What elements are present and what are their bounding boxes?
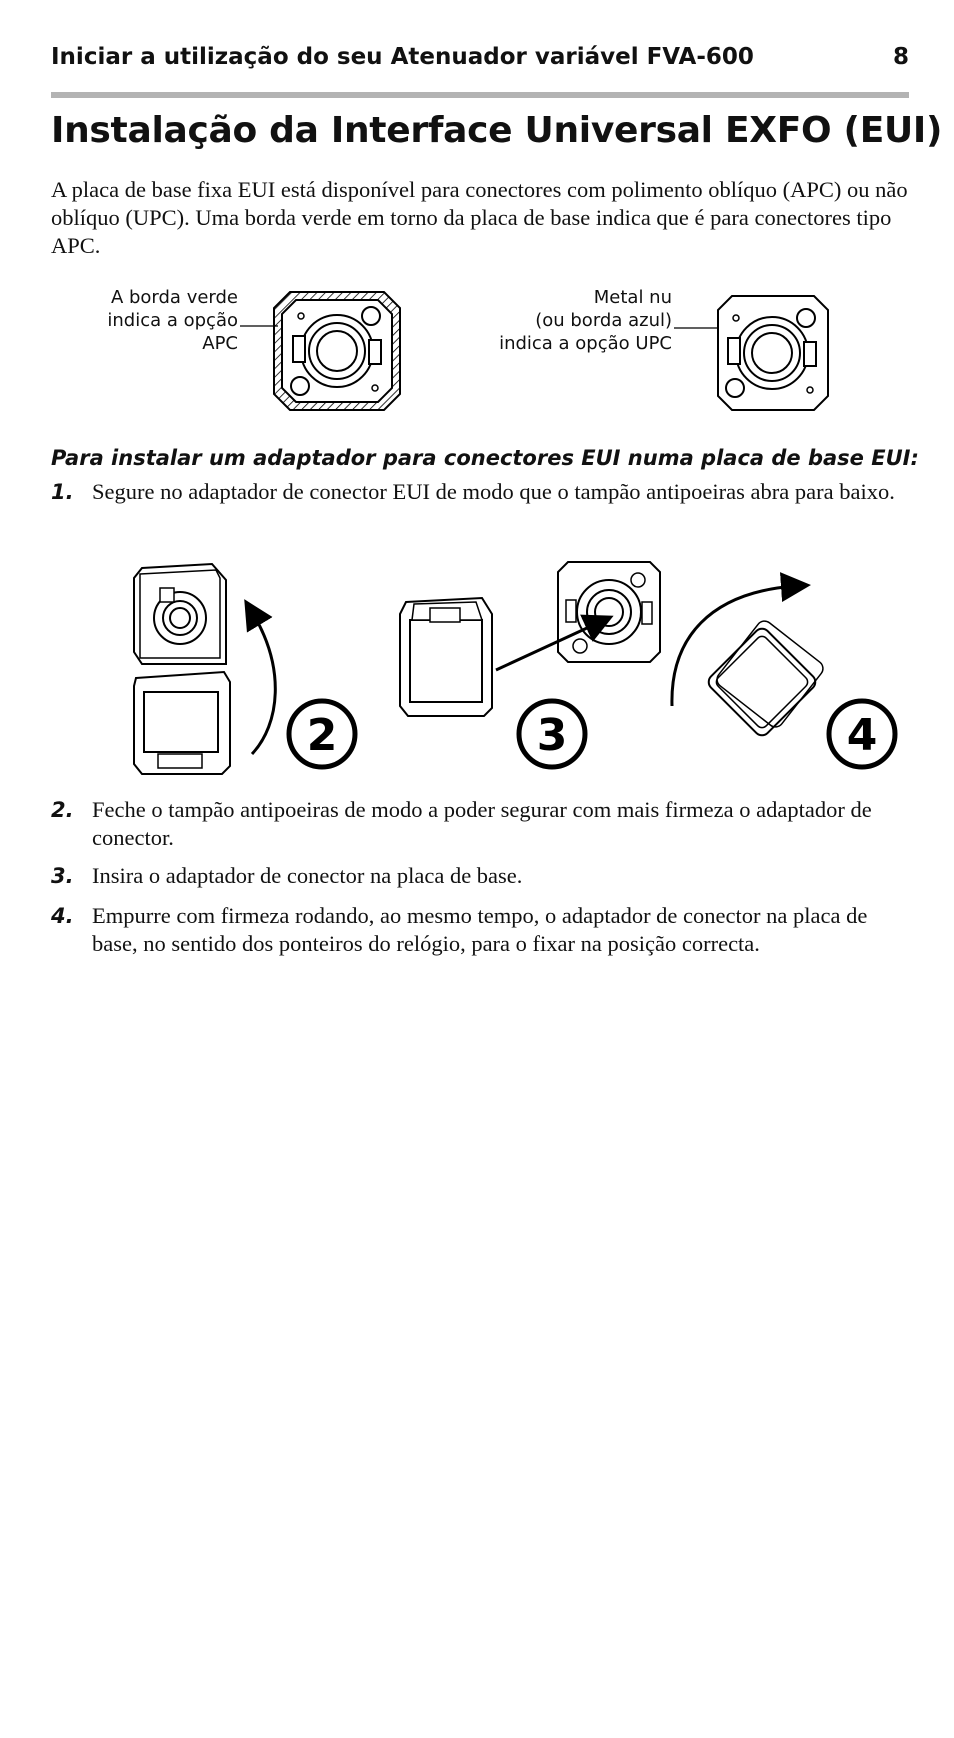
apc-baseplate-figure [238,286,402,414]
running-header [51,44,909,80]
step-number: 1. [51,480,74,504]
caption-upc-line: indica a opção UPC [499,333,672,354]
step-item [51,796,913,852]
caption-upc [472,286,672,355]
installation-steps-figure [130,558,910,780]
figure-label-4: 4 [846,710,878,761]
figure-label-3: 3 [536,710,568,761]
procedure-title: Para instalar um adaptador para conectores EUI numa placa de base EUI: [51,446,919,470]
caption-apc-line: APC [202,333,238,354]
adapter-closed-drawing [400,598,492,716]
caption-apc-line: indica a opção [107,310,238,331]
upc-baseplate-figure [672,290,834,414]
step-text: Insira o adaptador de conector na placa de base. [92,863,523,888]
step-text: Feche o tampão antipoeiras de modo a poder segurar com mais firmeza o adaptador de conector. [92,797,872,850]
step-item [51,902,913,958]
caption-upc-line: Metal nu [593,287,672,308]
step-number: 3. [51,864,74,888]
caption-apc [80,286,238,355]
header-rule [51,92,909,98]
step-item [51,478,913,506]
figure-label-2: 2 [306,710,338,761]
intro-paragraph: A placa de base fixa EUI está disponível para conectores com polimento oblíquo (APC) ou não oblíquo (UPC). Uma borda verde em torno da placa de base indica que é para conectores tipo APC. [51,177,908,258]
caption-apc-line: A borda verde [110,287,238,308]
page-number: 8 [892,44,909,70]
step-text: Segure no adaptador de conector EUI de modo que o tampão antipoeiras abra para baixo. [92,479,895,504]
baseplate-small-drawing [558,562,660,662]
header-title: Iniciar a utilização do seu Atenuador variável FVA-600 [51,44,754,70]
step-number: 2. [51,798,74,822]
adapter-rotated-drawing [705,625,818,738]
step-text: Empurre com firmeza rodando, ao mesmo tempo, o adaptador de conector na placa de base, no sentido dos ponteiros do relógio, para o fixar na posição correcta. [92,903,868,956]
adapter-open-cap-drawing [134,564,230,774]
section-title: Instalação da Interface Universal EXFO (EUI) [51,110,943,151]
step-item [51,862,913,890]
step-number: 4. [51,904,74,928]
caption-upc-line: (ou borda azul) [535,310,672,331]
